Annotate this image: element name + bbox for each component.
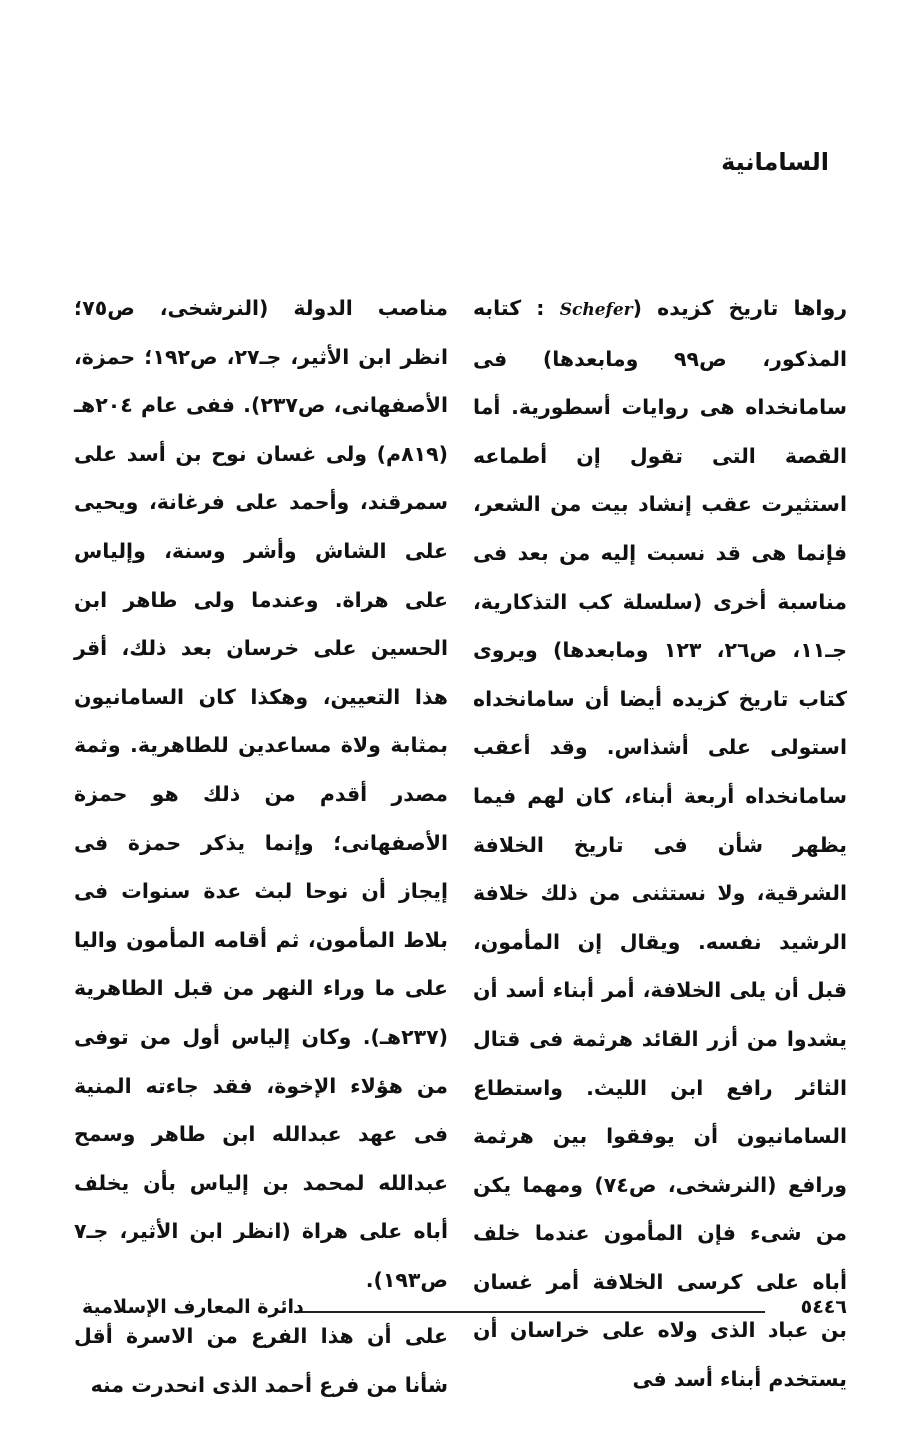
text-column-left — [74, 284, 448, 1410]
paragraph — [473, 284, 847, 1404]
running-header-title: السامانية — [721, 148, 829, 176]
latin-name: Schefer — [559, 300, 633, 320]
paragraph: مناصب الدولة (النرشخى، ص٧٥؛ انظر ابن الأثير، جـ٢٧، ص١٩٢؛ حمزة، الأصفهانى، ص٢٣٧). ففى عام ٢٠٤هـ (٨١٩م) ولى غسان نوح بن أسد على سمرقند، وأحمد على فرغانة، ويحيى على الشاش وأشر وسنة، وإلياس على هراة. وعندما ولى طاهر ابن الحسين على خرسان بعد ذلك، أقر هذا التعيين، وهكذا كان السامانيون بمثابة ولاة مساعدين للطاهرية. وثمة مصدر أقدم من ذلك هو حمزة الأصفهانى؛ وإنما يذكر حمزة فى إيجاز أن نوحا لبث عدة سنوات فى بلاط المأمون، ثم أقامه المأمون واليا على ما وراء النهر من قبل الطاهرية (٢٣٧هـ). وكان إلياس أول من توفى من هؤلاء الإخوة، فقد جاءته المنية فى عهد عبدالله ابن طاهر وسمح عبدالله لمحمد بن إلياس بأن يخلف أباه على هراة (انظر ابن الأثير، جـ٧ ص١٩٣). — [74, 296, 448, 1292]
paragraph-text: رواها تاريخ كزيده ( — [632, 296, 847, 320]
page-number: ٥٤٤٦ — [800, 1296, 847, 1318]
footer-divider — [294, 1311, 765, 1313]
publication-title: دائرة المعارف الإسلامية — [82, 1296, 304, 1318]
paragraph-text: : كتابه المذكور، ص٩٩ ومابعدها) فى سامانخداه هى روايات أسطورية. أما القصة التى تقول إن أطماعه استثيرت عقب إنشاد بيت من الشعر، فإنما هى قد نسبت إليه من بعد فى مناسبة أخرى (سلسلة كب التذكارية، جـ١١، ص٢٦، ١٢٣ ومابعدها) ويروى كتاب تاريخ كزيده أيضا أن سامانخداه استولى على أشذاس. وقد أعقب سامانخداه أربعة أبناء، كان لهم فيما يظهر شأن فى تاريخ الخلافة الشرقية، ولا نستثنى من ذلك خلافة الرشيد نفسه. ويقال إن المأمون، قبل أن يلى الخلافة، أمر أبناء أسد أن يشدوا من أزر القائد هرثمة فى قتال الثائر رافع ابن الليث. واستطاع السامانيون أن يوفقوا بين هرثمة ورافع (النرشخى، ص٧٤) ومهما يكن من شىء فإن المأمون عندما خلف أباه على كرسى الخلافة أمر غسان بن عباد الذى ولاه على خراسان أن يستخدم أبناء أسد فى — [473, 296, 848, 1392]
paragraph: على أن هذا الفرع من الاسرة أقل شأنا من فرع أحمد الذى انحدرت منه — [74, 1324, 448, 1398]
page-footer — [82, 1296, 847, 1326]
text-column-right — [473, 284, 847, 1404]
